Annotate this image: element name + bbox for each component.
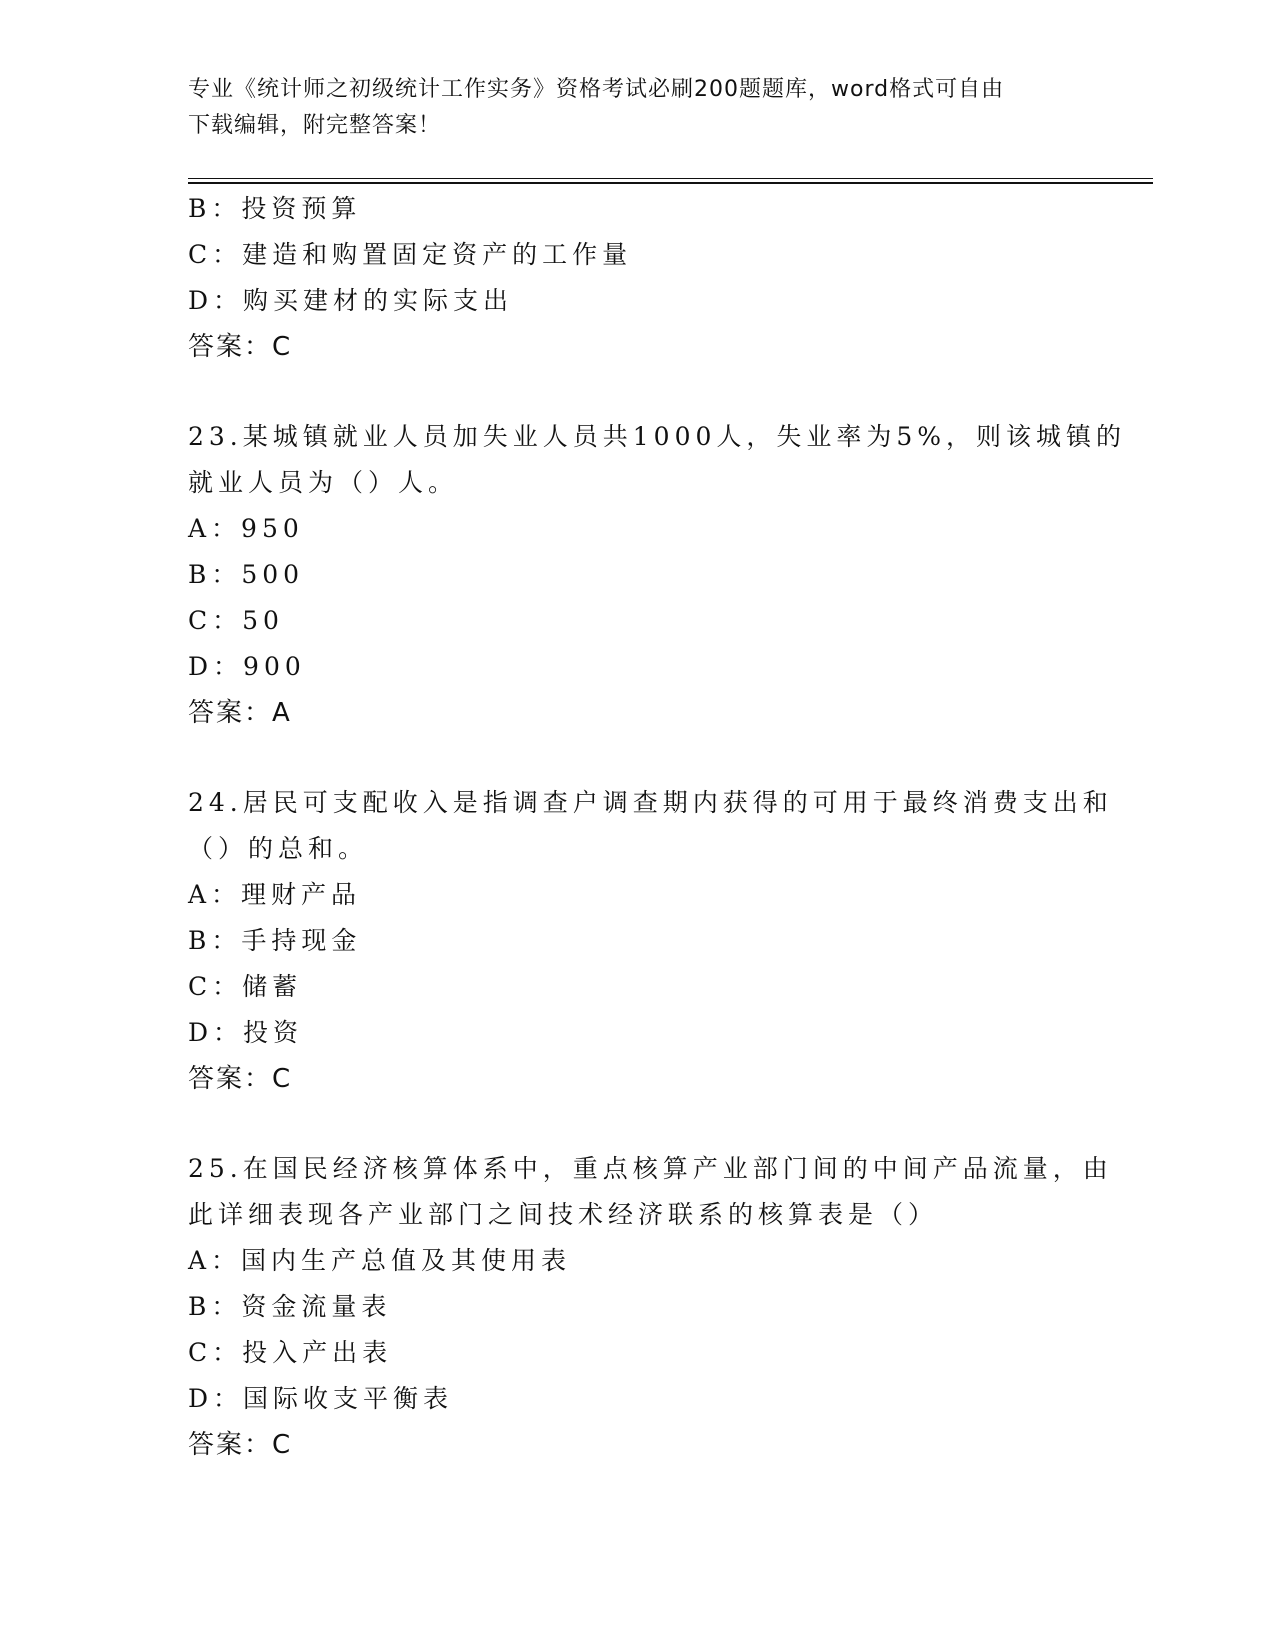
header-line-1: 专业《统计师之初级统计工作实务》资格考试必刷200题题库，word格式可自由	[188, 77, 1005, 102]
option-b: B：投资预算	[188, 194, 362, 223]
option-c: C：投入产出表	[188, 1338, 393, 1367]
header-divider-thin	[188, 178, 1153, 179]
option-b: B：500	[188, 560, 305, 589]
answer: 答案：C	[188, 1430, 293, 1460]
question-text-line-2: （）的总和。	[188, 834, 369, 863]
question-22-tail	[188, 186, 1088, 370]
option-b: B：资金流量表	[188, 1292, 392, 1321]
option-c: C：50	[188, 606, 284, 635]
option-a: A：950	[188, 514, 304, 543]
question-23	[188, 414, 1127, 736]
question-list	[188, 186, 1127, 1468]
question-24	[188, 780, 1113, 1102]
question-text-line-1: 25.在国民经济核算体系中，重点核算产业部门间的中间产品流量，由	[188, 1154, 1113, 1183]
option-d: D：购买建材的实际支出	[188, 286, 514, 315]
option-a: A：国内生产总值及其使用表	[188, 1246, 572, 1275]
option-d: D：国际收支平衡表	[188, 1384, 454, 1413]
option-b: B：手持现金	[188, 926, 362, 955]
option-c: C：储蓄	[188, 972, 303, 1001]
option-d: D：900	[188, 652, 306, 681]
spacer	[188, 736, 1088, 780]
spacer	[188, 370, 1088, 414]
document-header	[188, 72, 1068, 144]
option-a: A：理财产品	[188, 880, 362, 909]
question-text-line-2: 就业人员为（）人。	[188, 468, 459, 497]
question-25	[188, 1146, 1113, 1468]
question-text-line-1: 24.居民可支配收入是指调查户调查期内获得的可用于最终消费支出和	[188, 788, 1113, 817]
header-line-2: 下载编辑，附完整答案！	[188, 113, 442, 138]
answer: 答案：A	[188, 698, 292, 728]
option-d: D：投资	[188, 1018, 304, 1047]
spacer	[188, 1102, 1088, 1146]
header-divider-thick	[188, 182, 1153, 184]
answer: 答案：C	[188, 1064, 293, 1094]
answer: 答案：C	[188, 332, 293, 362]
question-text-line-1: 23.某城镇就业人员加失业人员共1000人，失业率为5%，则该城镇的	[188, 422, 1127, 451]
question-text-line-2: 此详细表现各产业部门之间技术经济联系的核算表是（）	[188, 1200, 939, 1229]
option-c: C：建造和购置固定资产的工作量	[188, 240, 633, 269]
